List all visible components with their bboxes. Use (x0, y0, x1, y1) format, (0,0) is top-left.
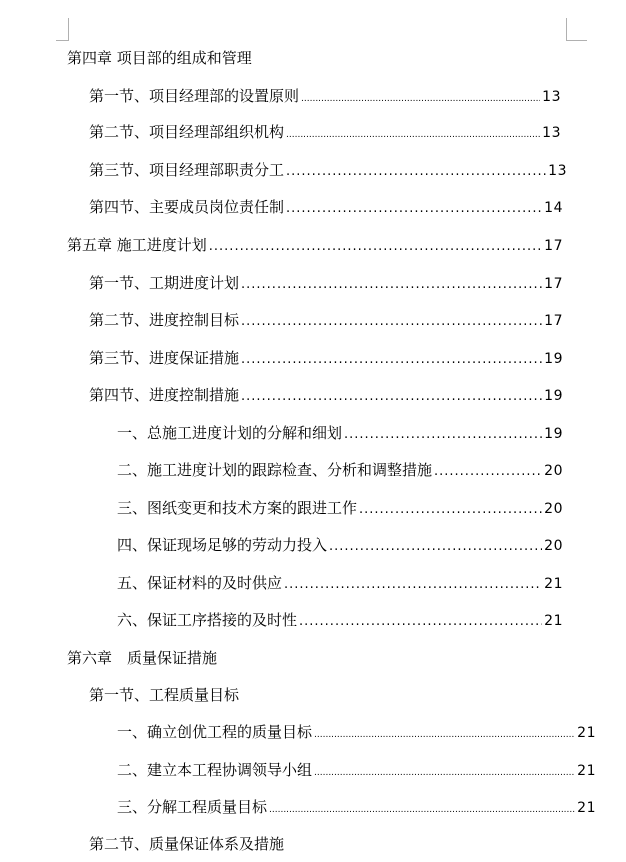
toc-entry-text: 第三节、进度保证措施 (89, 349, 240, 367)
toc-entry[interactable] (67, 235, 563, 257)
toc-page-number: 20 (544, 501, 563, 517)
toc-page-number: 13 (542, 89, 561, 105)
toc-leader (359, 500, 542, 520)
toc-leader (344, 425, 542, 445)
toc-entry[interactable] (117, 423, 563, 445)
toc-entry[interactable] (89, 86, 561, 109)
toc-entry-text: 第四章 项目部的组成和管理 (67, 49, 252, 67)
toc-page-number: 17 (544, 276, 563, 292)
toc-leader (286, 162, 546, 182)
toc-leader (269, 800, 575, 820)
toc-page-number: 19 (544, 426, 563, 442)
toc-leader (299, 612, 542, 632)
toc-entry[interactable] (89, 348, 563, 370)
toc-page-number: 21 (544, 576, 563, 592)
toc-entry-text: 一、总施工进度计划的分解和细划 (117, 424, 343, 442)
toc-entry[interactable] (117, 610, 563, 632)
toc-entry-text: 第四节、主要成员岗位责任制 (89, 198, 285, 216)
toc-entry[interactable] (89, 310, 563, 332)
toc-entry[interactable] (89, 160, 567, 182)
toc-entry-text: 第三节、项目经理部职责分工 (89, 161, 285, 179)
toc-entry-text: 第五章 施工进度计划 (67, 236, 207, 254)
toc-entry-text: 四、保证现场足够的劳动力投入 (117, 536, 328, 554)
toc-entry-text: 二、建立本工程协调领导小组 (117, 761, 313, 779)
toc-entry[interactable] (117, 535, 563, 557)
toc-entry-text: 第二节、质量保证体系及措施 (89, 835, 285, 853)
toc-entry-text: 第一节、工程质量目标 (89, 686, 240, 704)
toc-entry-text: 六、保证工序搭接的及时性 (117, 611, 298, 629)
toc-page-number: 19 (544, 388, 563, 404)
toc-heading-chapter-6[interactable] (67, 648, 217, 668)
toc-page-number: 20 (544, 463, 563, 479)
toc-entry[interactable] (117, 722, 596, 745)
toc-entry[interactable] (89, 385, 563, 407)
toc-entry[interactable] (89, 273, 563, 295)
toc-leader (241, 350, 542, 370)
toc-entry[interactable] (117, 573, 563, 595)
toc-leader (301, 89, 540, 109)
toc-entry[interactable] (117, 797, 596, 820)
toc-page-number: 17 (544, 238, 563, 254)
toc-entry[interactable] (117, 460, 563, 482)
toc-entry-text: 二、施工进度计划的跟踪检查、分析和调整措施 (117, 461, 433, 479)
toc-heading-section[interactable] (89, 685, 239, 705)
toc-leader (241, 312, 542, 332)
toc-leader (286, 125, 540, 145)
toc-entry[interactable] (89, 197, 563, 219)
toc-entry-text: 第二节、项目经理部组织机构 (89, 123, 285, 141)
toc-leader (314, 725, 575, 745)
toc-entry-text: 第四节、进度控制措施 (89, 386, 240, 404)
toc-page-number: 13 (548, 163, 567, 179)
toc-entry-text: 第二节、进度控制目标 (89, 311, 240, 329)
toc-heading-section[interactable] (89, 834, 284, 854)
toc-page-number: 17 (544, 313, 563, 329)
toc-heading-chapter-4[interactable] (67, 48, 252, 68)
toc-entry-text: 第一节、工期进度计划 (89, 274, 240, 292)
toc-leader (241, 275, 542, 295)
toc-page-number: 13 (542, 125, 561, 141)
toc-entry-text: 第一节、项目经理部的设置原则 (89, 87, 300, 105)
toc-leader (329, 537, 542, 557)
toc-entry-text: 第六章 质量保证措施 (67, 649, 218, 667)
toc-page-number: 21 (544, 613, 563, 629)
toc-entry-text: 一、确立创优工程的质量目标 (117, 723, 313, 741)
toc-leader (284, 575, 542, 595)
toc-entry[interactable] (89, 122, 561, 145)
toc-page-number: 21 (577, 763, 596, 779)
toc-leader (209, 237, 542, 257)
toc-page-number: 21 (577, 800, 596, 816)
toc-page-number: 14 (544, 200, 563, 216)
toc-page-number: 21 (577, 725, 596, 741)
toc-leader (314, 763, 575, 783)
toc-entry-text: 三、分解工程质量目标 (117, 798, 268, 816)
toc-page-number: 19 (544, 351, 563, 367)
toc-page-number: 20 (544, 538, 563, 554)
toc-entry[interactable] (117, 760, 596, 783)
toc-entry-text: 三、图纸变更和技术方案的跟进工作 (117, 499, 358, 517)
toc-leader (434, 462, 542, 482)
toc-entry-text: 五、保证材料的及时供应 (117, 574, 283, 592)
toc-leader (286, 199, 542, 219)
toc-leader (241, 387, 542, 407)
toc-entry[interactable] (117, 498, 563, 520)
